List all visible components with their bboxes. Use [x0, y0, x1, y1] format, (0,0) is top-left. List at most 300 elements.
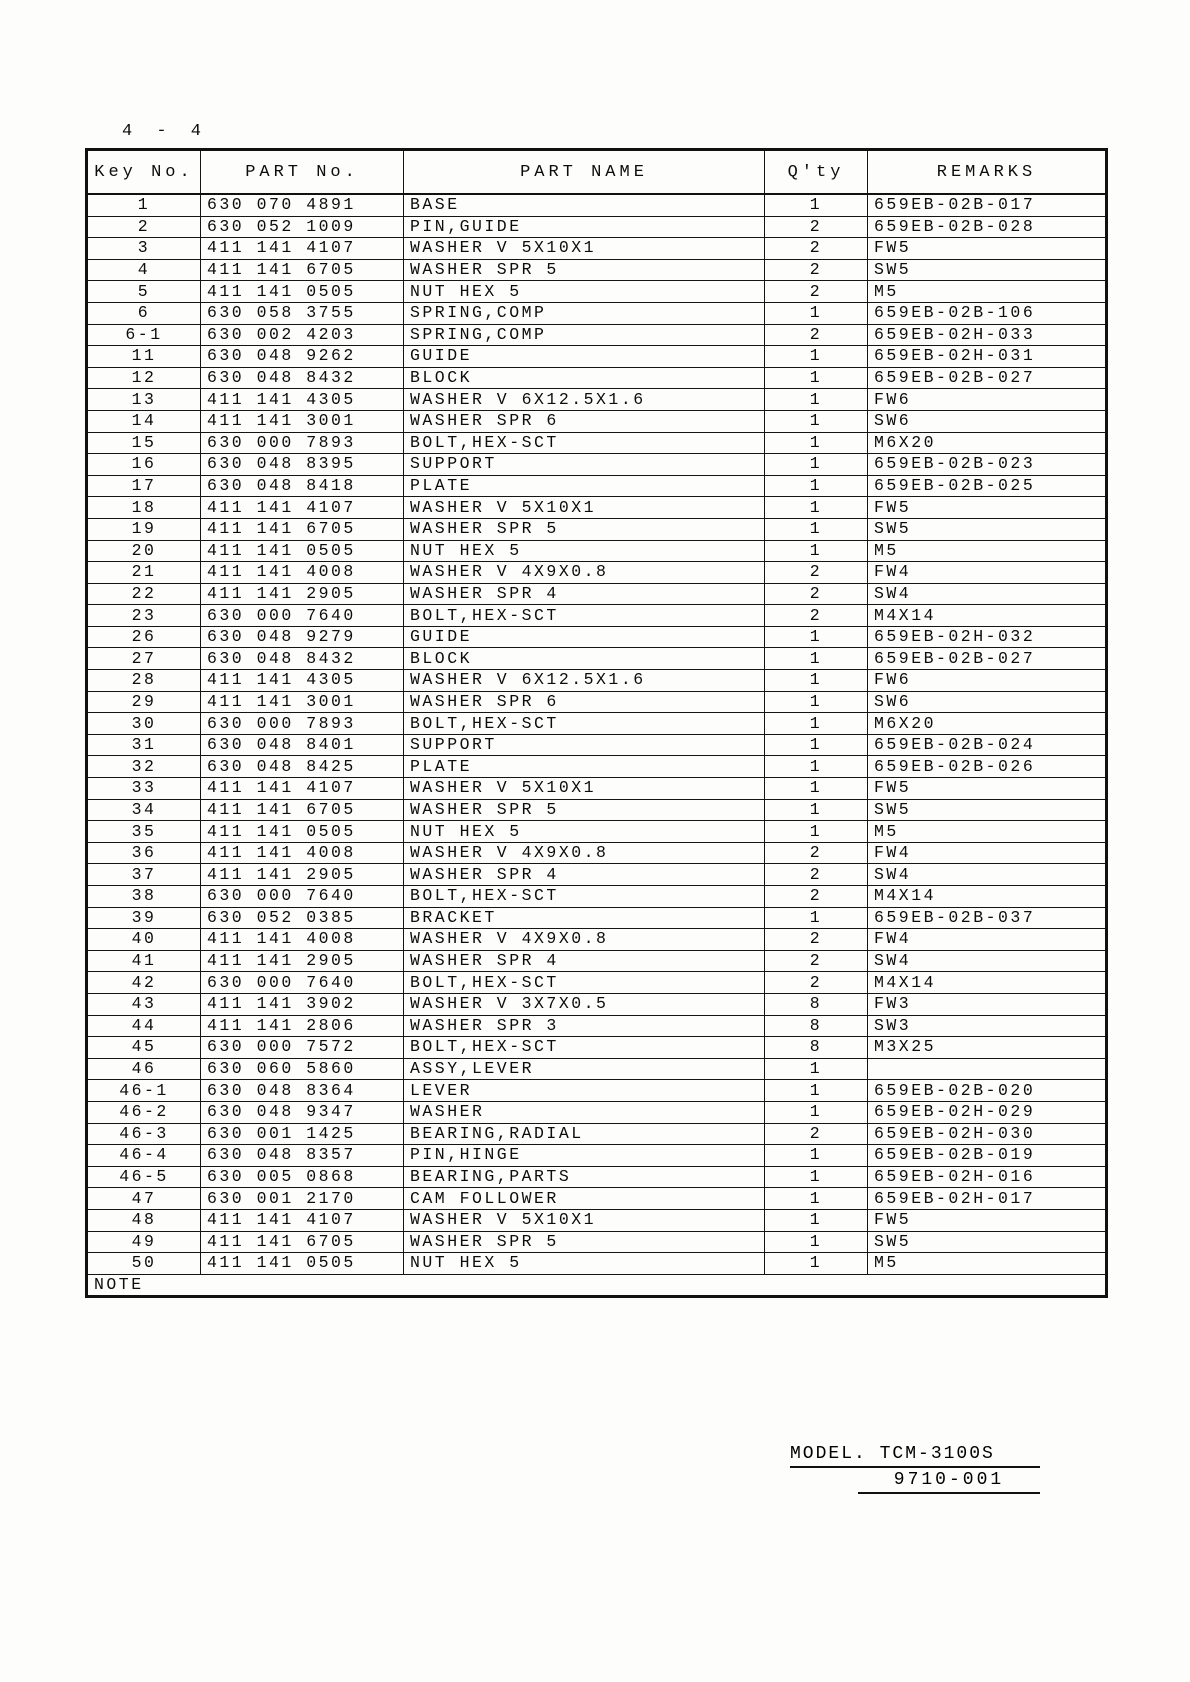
remarks-cell: 659EB-02B-037	[868, 907, 1107, 929]
key-no-cell: 12	[87, 367, 201, 389]
table-row	[87, 583, 1107, 605]
remarks-cell: FW4	[868, 842, 1107, 864]
part-no-cell: 411 141 4107	[201, 1209, 404, 1231]
remarks-cell: FW3	[868, 993, 1107, 1015]
remarks-cell: 659EB-02B-020	[868, 1080, 1107, 1102]
remarks-cell: FW5	[868, 778, 1107, 800]
key-no-cell: 6	[87, 302, 201, 324]
table-row	[87, 648, 1107, 670]
part-no-cell: 630 001 2170	[201, 1188, 404, 1210]
key-no-cell: 18	[87, 497, 201, 519]
key-no-cell: 22	[87, 583, 201, 605]
table-row	[87, 540, 1107, 562]
remarks-cell: M3X25	[868, 1037, 1107, 1059]
key-no-cell: 46-1	[87, 1080, 201, 1102]
part-name-cell: WASHER V 5X10X1	[404, 778, 765, 800]
part-name-cell: LEVER	[404, 1080, 765, 1102]
remarks-cell: 659EB-02B-024	[868, 734, 1107, 756]
remarks-cell: M5	[868, 281, 1107, 303]
key-no-cell: 47	[87, 1188, 201, 1210]
remarks-cell: FW6	[868, 389, 1107, 411]
table-row	[87, 605, 1107, 627]
qty-cell: 1	[765, 1166, 868, 1188]
remarks-cell: 659EB-02H-029	[868, 1101, 1107, 1123]
part-name-cell: WASHER SPR 5	[404, 799, 765, 821]
part-name-cell: BOLT,HEX-SCT	[404, 886, 765, 908]
table-row	[87, 734, 1107, 756]
part-no-cell: 411 141 0505	[201, 540, 404, 562]
part-no-cell: 411 141 6705	[201, 1231, 404, 1253]
qty-cell: 2	[765, 583, 868, 605]
table-row	[87, 886, 1107, 908]
remarks-cell: FW4	[868, 929, 1107, 951]
remarks-cell: M6X20	[868, 713, 1107, 735]
table-row	[87, 562, 1107, 584]
key-no-cell: 20	[87, 540, 201, 562]
part-no-cell: 630 000 7640	[201, 886, 404, 908]
key-no-cell: 48	[87, 1209, 201, 1231]
part-name-cell: SPRING,COMP	[404, 302, 765, 324]
part-no-cell: 630 005 0868	[201, 1166, 404, 1188]
qty-cell: 2	[765, 238, 868, 260]
key-no-cell: 30	[87, 713, 201, 735]
remarks-cell: SW5	[868, 799, 1107, 821]
key-no-cell: 42	[87, 972, 201, 994]
part-name-cell: BEARING,PARTS	[404, 1166, 765, 1188]
qty-cell: 2	[765, 562, 868, 584]
doc-number: 9710-001	[858, 1468, 1040, 1494]
qty-cell: 1	[765, 1145, 868, 1167]
table-row	[87, 1101, 1107, 1123]
key-no-cell: 33	[87, 778, 201, 800]
key-no-cell: 32	[87, 756, 201, 778]
qty-cell: 1	[765, 756, 868, 778]
remarks-cell: M4X14	[868, 886, 1107, 908]
table-row	[87, 432, 1107, 454]
table-row	[87, 194, 1107, 216]
qty-cell: 1	[765, 540, 868, 562]
key-no-cell: 49	[87, 1231, 201, 1253]
key-no-cell: 3	[87, 238, 201, 260]
table-row	[87, 410, 1107, 432]
table-row	[87, 842, 1107, 864]
remarks-cell: 659EB-02H-017	[868, 1188, 1107, 1210]
part-name-cell: WASHER	[404, 1101, 765, 1123]
table-row	[87, 907, 1107, 929]
remarks-cell: 659EB-02B-027	[868, 367, 1107, 389]
qty-cell: 8	[765, 993, 868, 1015]
part-name-cell: WASHER V 5X10X1	[404, 1209, 765, 1231]
part-name-cell: WASHER V 6X12.5X1.6	[404, 389, 765, 411]
remarks-cell: SW4	[868, 583, 1107, 605]
table-row	[87, 778, 1107, 800]
qty-cell: 1	[765, 410, 868, 432]
part-name-cell: WASHER SPR 4	[404, 583, 765, 605]
remarks-cell: M4X14	[868, 972, 1107, 994]
table-row	[87, 454, 1107, 476]
part-name-cell: BEARING,RADIAL	[404, 1123, 765, 1145]
part-name-cell: BASE	[404, 194, 765, 216]
part-name-cell: PIN,GUIDE	[404, 216, 765, 238]
qty-cell: 2	[765, 605, 868, 627]
table-row	[87, 281, 1107, 303]
remarks-cell: FW5	[868, 1209, 1107, 1231]
remarks-cell: SW5	[868, 518, 1107, 540]
remarks-cell: 659EB-02B-023	[868, 454, 1107, 476]
part-name-cell: PIN,HINGE	[404, 1145, 765, 1167]
table-row	[87, 713, 1107, 735]
part-no-cell: 411 141 3902	[201, 993, 404, 1015]
key-no-cell: 46-4	[87, 1145, 201, 1167]
qty-cell: 1	[765, 518, 868, 540]
remarks-cell: 659EB-02B-026	[868, 756, 1107, 778]
qty-cell: 1	[765, 907, 868, 929]
key-no-cell: 37	[87, 864, 201, 886]
remarks-cell: 659EB-02B-017	[868, 194, 1107, 216]
key-no-cell: 16	[87, 454, 201, 476]
remarks-cell: SW3	[868, 1015, 1107, 1037]
qty-cell: 1	[765, 626, 868, 648]
key-no-cell: 27	[87, 648, 201, 670]
key-no-cell: 46-5	[87, 1166, 201, 1188]
part-no-cell: 630 048 9279	[201, 626, 404, 648]
key-no-cell: 35	[87, 821, 201, 843]
qty-cell: 1	[765, 497, 868, 519]
key-no-cell: 21	[87, 562, 201, 584]
part-no-cell: 630 048 9347	[201, 1101, 404, 1123]
part-no-cell: 411 141 3001	[201, 691, 404, 713]
table-row	[87, 238, 1107, 260]
remarks-cell: M6X20	[868, 432, 1107, 454]
part-no-cell: 411 141 4008	[201, 929, 404, 951]
key-no-cell: 34	[87, 799, 201, 821]
table-row	[87, 1080, 1107, 1102]
qty-cell: 1	[765, 1080, 868, 1102]
remarks-cell: 659EB-02H-030	[868, 1123, 1107, 1145]
part-no-cell: 411 141 0505	[201, 1253, 404, 1275]
part-no-cell: 630 060 5860	[201, 1058, 404, 1080]
part-name-cell: WASHER SPR 6	[404, 691, 765, 713]
qty-cell: 8	[765, 1015, 868, 1037]
key-no-cell: 19	[87, 518, 201, 540]
key-no-cell: 46-3	[87, 1123, 201, 1145]
qty-cell: 1	[765, 1253, 868, 1275]
part-no-cell: 411 141 4008	[201, 562, 404, 584]
part-no-cell: 630 048 8418	[201, 475, 404, 497]
key-no-cell: 28	[87, 670, 201, 692]
part-no-cell: 411 141 2905	[201, 583, 404, 605]
key-no-cell: 5	[87, 281, 201, 303]
part-name-cell: WASHER V 5X10X1	[404, 497, 765, 519]
table-row	[87, 929, 1107, 951]
part-no-cell: 630 048 8432	[201, 367, 404, 389]
key-no-cell: 29	[87, 691, 201, 713]
key-no-cell: 31	[87, 734, 201, 756]
key-no-cell: 36	[87, 842, 201, 864]
part-no-cell: 630 048 8395	[201, 454, 404, 476]
qty-cell: 2	[765, 324, 868, 346]
part-no-cell: 630 001 1425	[201, 1123, 404, 1145]
table-row	[87, 1037, 1107, 1059]
qty-cell: 1	[765, 691, 868, 713]
part-name-cell: WASHER V 4X9X0.8	[404, 929, 765, 951]
part-no-cell: 630 048 8357	[201, 1145, 404, 1167]
remarks-cell: SW4	[868, 950, 1107, 972]
table-row	[87, 1253, 1107, 1275]
part-name-cell: SUPPORT	[404, 454, 765, 476]
remarks-cell: SW6	[868, 691, 1107, 713]
qty-cell: 1	[765, 713, 868, 735]
remarks-cell	[868, 1058, 1107, 1080]
key-no-cell: 44	[87, 1015, 201, 1037]
table-row	[87, 324, 1107, 346]
key-no-cell: 17	[87, 475, 201, 497]
part-name-cell: NUT HEX 5	[404, 281, 765, 303]
key-no-cell: 23	[87, 605, 201, 627]
qty-cell: 2	[765, 929, 868, 951]
table-row	[87, 1058, 1107, 1080]
table-row	[87, 367, 1107, 389]
part-no-cell: 630 048 8401	[201, 734, 404, 756]
table-row	[87, 626, 1107, 648]
part-name-cell: NUT HEX 5	[404, 540, 765, 562]
table-row	[87, 1209, 1107, 1231]
table-header	[87, 150, 1107, 195]
key-no-cell: 15	[87, 432, 201, 454]
key-no-cell: 50	[87, 1253, 201, 1275]
part-name-cell: WASHER SPR 5	[404, 518, 765, 540]
remarks-cell: M5	[868, 821, 1107, 843]
part-name-cell: PLATE	[404, 756, 765, 778]
part-no-cell: 630 000 7572	[201, 1037, 404, 1059]
key-no-cell: 4	[87, 259, 201, 281]
key-no-cell: 43	[87, 993, 201, 1015]
table-row	[87, 259, 1107, 281]
remarks-cell: 659EB-02H-016	[868, 1166, 1107, 1188]
table-row	[87, 1188, 1107, 1210]
header-part-name: PART NAME	[404, 150, 765, 195]
table-row	[87, 756, 1107, 778]
part-name-cell: CAM FOLLOWER	[404, 1188, 765, 1210]
part-name-cell: BOLT,HEX-SCT	[404, 1037, 765, 1059]
key-no-cell: 45	[87, 1037, 201, 1059]
part-name-cell: BOLT,HEX-SCT	[404, 605, 765, 627]
part-name-cell: BOLT,HEX-SCT	[404, 432, 765, 454]
part-name-cell: WASHER V 6X12.5X1.6	[404, 670, 765, 692]
part-name-cell: WASHER SPR 3	[404, 1015, 765, 1037]
part-name-cell: WASHER V 4X9X0.8	[404, 562, 765, 584]
part-name-cell: WASHER SPR 5	[404, 259, 765, 281]
qty-cell: 1	[765, 1188, 868, 1210]
remarks-cell: M5	[868, 540, 1107, 562]
note-row	[87, 1274, 1107, 1297]
remarks-cell: 659EB-02B-019	[868, 1145, 1107, 1167]
qty-cell: 2	[765, 842, 868, 864]
part-no-cell: 411 141 6705	[201, 799, 404, 821]
qty-cell: 1	[765, 1231, 868, 1253]
remarks-cell: FW5	[868, 497, 1107, 519]
qty-cell: 1	[765, 432, 868, 454]
qty-cell: 2	[765, 950, 868, 972]
part-name-cell: WASHER SPR 4	[404, 864, 765, 886]
qty-cell: 1	[765, 1101, 868, 1123]
part-no-cell: 630 048 8425	[201, 756, 404, 778]
part-name-cell: BLOCK	[404, 367, 765, 389]
header-qty: Q'ty	[765, 150, 868, 195]
table-row	[87, 950, 1107, 972]
qty-cell: 1	[765, 1058, 868, 1080]
part-name-cell: BOLT,HEX-SCT	[404, 972, 765, 994]
part-name-cell: NUT HEX 5	[404, 821, 765, 843]
table-row	[87, 1015, 1107, 1037]
table-row	[87, 1145, 1107, 1167]
part-no-cell: 630 058 3755	[201, 302, 404, 324]
remarks-cell: M4X14	[868, 605, 1107, 627]
qty-cell: 1	[765, 1209, 868, 1231]
part-no-cell: 411 141 2905	[201, 864, 404, 886]
part-name-cell: SUPPORT	[404, 734, 765, 756]
qty-cell: 1	[765, 475, 868, 497]
qty-cell: 1	[765, 670, 868, 692]
table-body	[87, 194, 1107, 1274]
table-row	[87, 691, 1107, 713]
table-row	[87, 302, 1107, 324]
qty-cell: 2	[765, 216, 868, 238]
remarks-cell: 659EB-02B-106	[868, 302, 1107, 324]
qty-cell: 1	[765, 194, 868, 216]
part-no-cell: 411 141 6705	[201, 259, 404, 281]
table-row	[87, 670, 1107, 692]
remarks-cell: SW6	[868, 410, 1107, 432]
key-no-cell: 11	[87, 346, 201, 368]
part-no-cell: 411 141 6705	[201, 518, 404, 540]
part-name-cell: SPRING,COMP	[404, 324, 765, 346]
table-foot	[87, 1274, 1107, 1297]
remarks-cell: SW5	[868, 1231, 1107, 1253]
part-name-cell: ASSY,LEVER	[404, 1058, 765, 1080]
part-no-cell: 411 141 4107	[201, 238, 404, 260]
part-name-cell: WASHER V 4X9X0.8	[404, 842, 765, 864]
part-no-cell: 411 141 0505	[201, 281, 404, 303]
part-name-cell: WASHER SPR 4	[404, 950, 765, 972]
part-no-cell: 630 000 7893	[201, 713, 404, 735]
table-row	[87, 864, 1107, 886]
part-no-cell: 411 141 0505	[201, 821, 404, 843]
note-label: NOTE	[87, 1274, 1107, 1297]
qty-cell: 2	[765, 864, 868, 886]
qty-cell: 1	[765, 821, 868, 843]
remarks-cell: 659EB-02B-028	[868, 216, 1107, 238]
table-row	[87, 799, 1107, 821]
key-no-cell: 46-2	[87, 1101, 201, 1123]
table-row	[87, 821, 1107, 843]
part-name-cell: BOLT,HEX-SCT	[404, 713, 765, 735]
remarks-cell: SW4	[868, 864, 1107, 886]
part-no-cell: 411 141 4107	[201, 497, 404, 519]
qty-cell: 1	[765, 648, 868, 670]
qty-cell: 8	[765, 1037, 868, 1059]
key-no-cell: 41	[87, 950, 201, 972]
part-no-cell: 411 141 2806	[201, 1015, 404, 1037]
remarks-cell: M5	[868, 1253, 1107, 1275]
table-row	[87, 346, 1107, 368]
part-no-cell: 411 141 4107	[201, 778, 404, 800]
key-no-cell: 40	[87, 929, 201, 951]
part-name-cell: GUIDE	[404, 346, 765, 368]
key-no-cell: 6-1	[87, 324, 201, 346]
table-row	[87, 389, 1107, 411]
header-key-no: Key No.	[87, 150, 201, 195]
table-row	[87, 518, 1107, 540]
table-row	[87, 1231, 1107, 1253]
qty-cell: 1	[765, 454, 868, 476]
table-row	[87, 972, 1107, 994]
table-row	[87, 993, 1107, 1015]
qty-cell: 1	[765, 389, 868, 411]
header-row	[87, 150, 1107, 195]
part-no-cell: 630 070 4891	[201, 194, 404, 216]
remarks-cell: 659EB-02H-031	[868, 346, 1107, 368]
key-no-cell: 13	[87, 389, 201, 411]
remarks-cell: 659EB-02H-032	[868, 626, 1107, 648]
part-no-cell: 630 048 9262	[201, 346, 404, 368]
key-no-cell: 2	[87, 216, 201, 238]
table-row	[87, 1123, 1107, 1145]
footer-block	[790, 1444, 1040, 1494]
header-part-no: PART No.	[201, 150, 404, 195]
key-no-cell: 14	[87, 410, 201, 432]
part-no-cell: 411 141 4305	[201, 670, 404, 692]
qty-cell: 1	[765, 799, 868, 821]
table-row	[87, 475, 1107, 497]
remarks-cell: 659EB-02B-025	[868, 475, 1107, 497]
part-name-cell: BRACKET	[404, 907, 765, 929]
remarks-cell: 659EB-02B-027	[868, 648, 1107, 670]
model-label: MODEL. TCM-3100S	[790, 1444, 1040, 1468]
key-no-cell: 1	[87, 194, 201, 216]
part-no-cell: 630 000 7640	[201, 605, 404, 627]
remarks-cell: FW6	[868, 670, 1107, 692]
header-remarks: REMARKS	[868, 150, 1107, 195]
qty-cell: 2	[765, 1123, 868, 1145]
part-no-cell: 411 141 2905	[201, 950, 404, 972]
part-name-cell: WASHER SPR 5	[404, 1231, 765, 1253]
part-no-cell: 630 052 0385	[201, 907, 404, 929]
part-name-cell: NUT HEX 5	[404, 1253, 765, 1275]
key-no-cell: 39	[87, 907, 201, 929]
part-no-cell: 411 141 4305	[201, 389, 404, 411]
remarks-cell: SW5	[868, 259, 1107, 281]
part-no-cell: 630 000 7893	[201, 432, 404, 454]
qty-cell: 2	[765, 972, 868, 994]
qty-cell: 2	[765, 886, 868, 908]
part-no-cell: 411 141 3001	[201, 410, 404, 432]
parts-table	[85, 148, 1108, 1298]
qty-cell: 1	[765, 367, 868, 389]
page-number: 4 - 4	[122, 122, 209, 141]
qty-cell: 2	[765, 259, 868, 281]
part-no-cell: 630 048 8432	[201, 648, 404, 670]
qty-cell: 1	[765, 778, 868, 800]
qty-cell: 1	[765, 302, 868, 324]
remarks-cell: FW5	[868, 238, 1107, 260]
part-name-cell: PLATE	[404, 475, 765, 497]
part-name-cell: GUIDE	[404, 626, 765, 648]
table-row	[87, 497, 1107, 519]
qty-cell: 1	[765, 734, 868, 756]
part-name-cell: BLOCK	[404, 648, 765, 670]
part-no-cell: 630 052 1009	[201, 216, 404, 238]
